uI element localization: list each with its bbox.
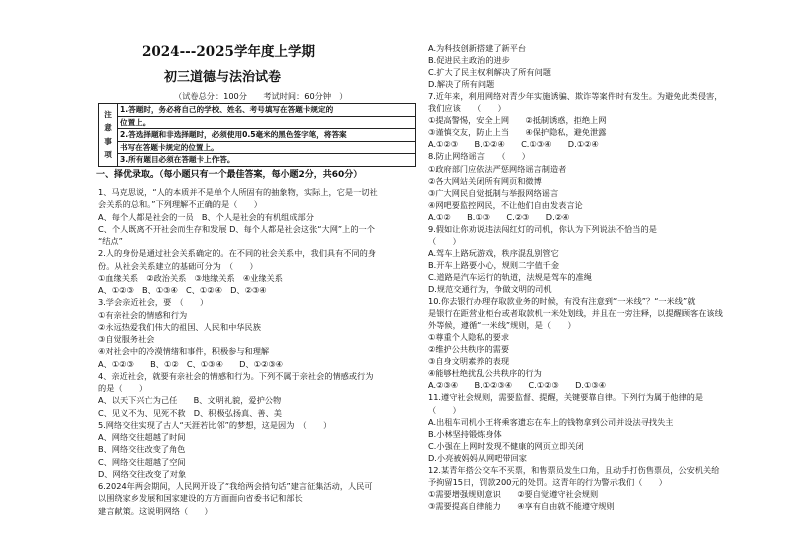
exam-meta: （试卷总分：100分 考试时间：60分钟 ） xyxy=(174,91,348,101)
notice-line: 3.所有题目必须在答题卡上作答。 xyxy=(118,154,416,167)
question-line: A.①② B.①③ C.②③ D.②④ xyxy=(428,211,570,222)
question-line: D、网络交往改变了对象 xyxy=(98,468,187,479)
question-line: 我们应该 （ ） xyxy=(428,103,506,114)
question-line: D.小亮被妈妈从网吧带回家 xyxy=(428,452,527,463)
question-line: （ ） xyxy=(428,235,461,246)
question-line: C.道路是汽车运行的轨道，法规是驾车的准绳 xyxy=(428,271,592,282)
question-line: B、网络交往改变了角色 xyxy=(98,444,186,455)
question-line: ③自身文明素养的表现 xyxy=(428,356,510,367)
question-line: ③自觉服务社会 xyxy=(98,334,155,344)
question-line: ①血缘关系 ②政治关系 ③地缘关系 ④业缘关系 xyxy=(98,272,283,283)
question-line: ②永远热爱我们伟大的祖国、人民和中华民族 xyxy=(98,321,261,332)
question-line: 12.某青年搭公交车不买票，和售票员发生口角，且动手打伤售票员，公安机关给 xyxy=(428,464,720,475)
notice-heading-char: 意 xyxy=(104,123,112,133)
question-line: ②维护公共秩序的需要 xyxy=(428,344,510,355)
question-line: C、见义不为、见死不救 D、积极弘扬真、善、美 xyxy=(98,407,282,418)
exam-title: 2024---2025学年度上学期 xyxy=(142,44,315,60)
notice-line: 位置上。 xyxy=(118,116,416,129)
question-line: 会关系的总和。”下列理解不正确的是（ ） xyxy=(98,199,262,210)
notice-line: 1.答题时，务必将自己的学校、姓名、考号填写在答题卡规定的 xyxy=(118,104,416,117)
question-line: B.小林坚持锻炼身体 xyxy=(428,428,502,439)
question-line: ②各大网站关闭所有网页和微博 xyxy=(428,175,542,186)
question-line: A.①②③ B.①②④ C.①③④ D.①②④ xyxy=(428,139,599,150)
question-line: 8.防止网络谣言 （ ） xyxy=(428,151,530,162)
question-line: A、以天下兴亡为己任 B、文明礼貌，爱护公物 xyxy=(98,395,282,406)
section-heading: 一、择优录取。（每小题只有一个最佳答案，每小题2分，共60分） xyxy=(96,170,363,180)
notice-heading-char: 事 xyxy=(104,136,112,146)
question-line: 4、亲近社会，就要有亲社会的情感和行为。下列不属于亲社会的情感或行为 xyxy=(98,370,374,381)
question-line: ①有亲社会的情感和行为 xyxy=(98,309,188,320)
question-line: ④对社会中的冷漠情绪和事件，积极参与和理解 xyxy=(98,346,270,357)
notice-heading xyxy=(99,104,118,167)
question-line: 11.遵守社会规则，需要监督、提醒，关键要靠自律。下列行为属于他律的是 xyxy=(428,392,704,403)
question-line: D.规范交通行为，争做文明的司机 xyxy=(428,284,552,294)
notice-line: 2.答选择题和非选择题时，必须使用0.5毫米的黑色签字笔，将答案 xyxy=(118,129,416,142)
question-line: D.解决了所有问题 xyxy=(428,79,495,90)
question-line: 的是（ ） xyxy=(98,383,148,393)
question-line: 是银行在距营业柜台或者取款机一米处划线，并且在一旁注释，以提醒顾客在该线 xyxy=(428,308,723,319)
question-line: ①提高警惕，安全上网 ②抵制诱惑，拒绝上网 xyxy=(428,115,607,126)
question-line: C、网络交往超越了空间 xyxy=(98,456,186,467)
question-line: C.扩大了民主权利解决了所有问题 xyxy=(428,67,551,78)
question-line: 2.人的身份是通过社会关系确定的。在不同的社会关系中，我们具有不同的身 xyxy=(98,248,377,259)
question-line: ④能够杜绝扰乱公共秩序的行为 xyxy=(428,368,542,379)
question-line: ③需要提高自律能力 ④享有自由就不能遵守规则 xyxy=(428,500,615,511)
question-line: A、网络交往超越了时间 xyxy=(98,432,186,442)
question-line: ①政府部门应依法严惩网络谣言制造者 xyxy=(428,163,567,174)
question-line: A、每个人都是社会的一员 B、个人是社会的有机组成部分 xyxy=(98,211,314,222)
question-line: B.开车上路要小心，规则二字值千金 xyxy=(428,259,560,270)
question-line: A、①②③ B、①③④ C、①②④ D、②③④ xyxy=(98,285,267,295)
question-line: （ ） xyxy=(428,404,461,415)
question-line: 7.近年来，利用网络对青少年实施诱骗、欺诈等案件时有发生。为避免此类侵害， xyxy=(428,91,723,102)
question-line: 以围绕家乡发展和国家建设的方方面面向省委书记和部长 xyxy=(98,493,303,504)
question-line: 外等候，遵循“一米线”规则，是（ ） xyxy=(428,320,576,331)
question-line: 10.你去银行办理存取款业务的时候，有没有注意到“一米线”？“一米线”就 xyxy=(428,296,696,307)
question-line: A.出租车司机小王将乘客遗忘在车上的钱物拿到公司并设法寻找失主 xyxy=(428,416,674,427)
question-line: ①尊重个人隐私的要求 xyxy=(428,332,510,343)
question-line: 建言献策。这说明网络（ ） xyxy=(98,505,213,516)
exam-subtitle: 初三道德与法治试卷 xyxy=(164,70,282,85)
question-line: 予拘留15日，罚款200元的处罚。这青年的行为警示我们（ ） xyxy=(428,476,667,487)
question-line: A.驾车上路玩游戏，秩序混乱别管它 xyxy=(428,247,559,258)
notice-box xyxy=(98,103,416,167)
question-line: C.小强在上网时发现不健康的网页立即关闭 xyxy=(428,440,584,451)
question-line: 5.网络交往实现了古人“天涯若比邻”的梦想，这是因为 （ ） xyxy=(98,419,332,430)
notice-heading-char: 注 xyxy=(104,109,112,119)
question-line: 3.学会亲近社会，要 （ ） xyxy=(98,297,209,308)
question-line: A.为科技创新搭建了新平台 xyxy=(428,43,527,53)
question-line: C、个人既离不开社会而生存和发展 D、每个人都是社会这张“大网”上的一个 xyxy=(98,223,375,234)
question-line: A.②③④ B.①②③④ C.①②③ D.①③④ xyxy=(428,380,607,391)
question-line: A、①②③ B、①② C、①③④ D、①②③④ xyxy=(98,358,284,369)
question-line: B.促进民主政治的进步 xyxy=(428,55,510,66)
question-line: ③谨慎交友，防止上当 ④保护隐私，避免泄露 xyxy=(428,127,607,138)
question-line: ④网吧要监控网民，不让他们自由发表言论 xyxy=(428,199,583,210)
question-line: “结点” xyxy=(98,236,123,246)
notice-line: 书写在答题卡规定的位置上。 xyxy=(118,141,416,154)
question-line: 1、马克思说，“人的本质并不是单个人所固有的抽象物，实际上，它是一切社 xyxy=(98,187,378,197)
notice-heading-char: 项 xyxy=(104,150,112,160)
question-line: 6.2024年两会期间，人民网开设了“我给两会捎句话”建言征集活动，人民可 xyxy=(98,481,373,491)
question-line: 份。从社会关系建立的基础可分为 （ ） xyxy=(98,260,258,271)
question-line: ①需要增强规则意识 ②要自觉遵守社会规则 xyxy=(428,488,599,499)
question-line: ③广大网民自觉抵制与举报网络谣言 xyxy=(428,187,559,198)
question-line: 9.假如让你劝说违法闯红灯的司机，你认为下列说法不恰当的是 xyxy=(428,223,657,234)
